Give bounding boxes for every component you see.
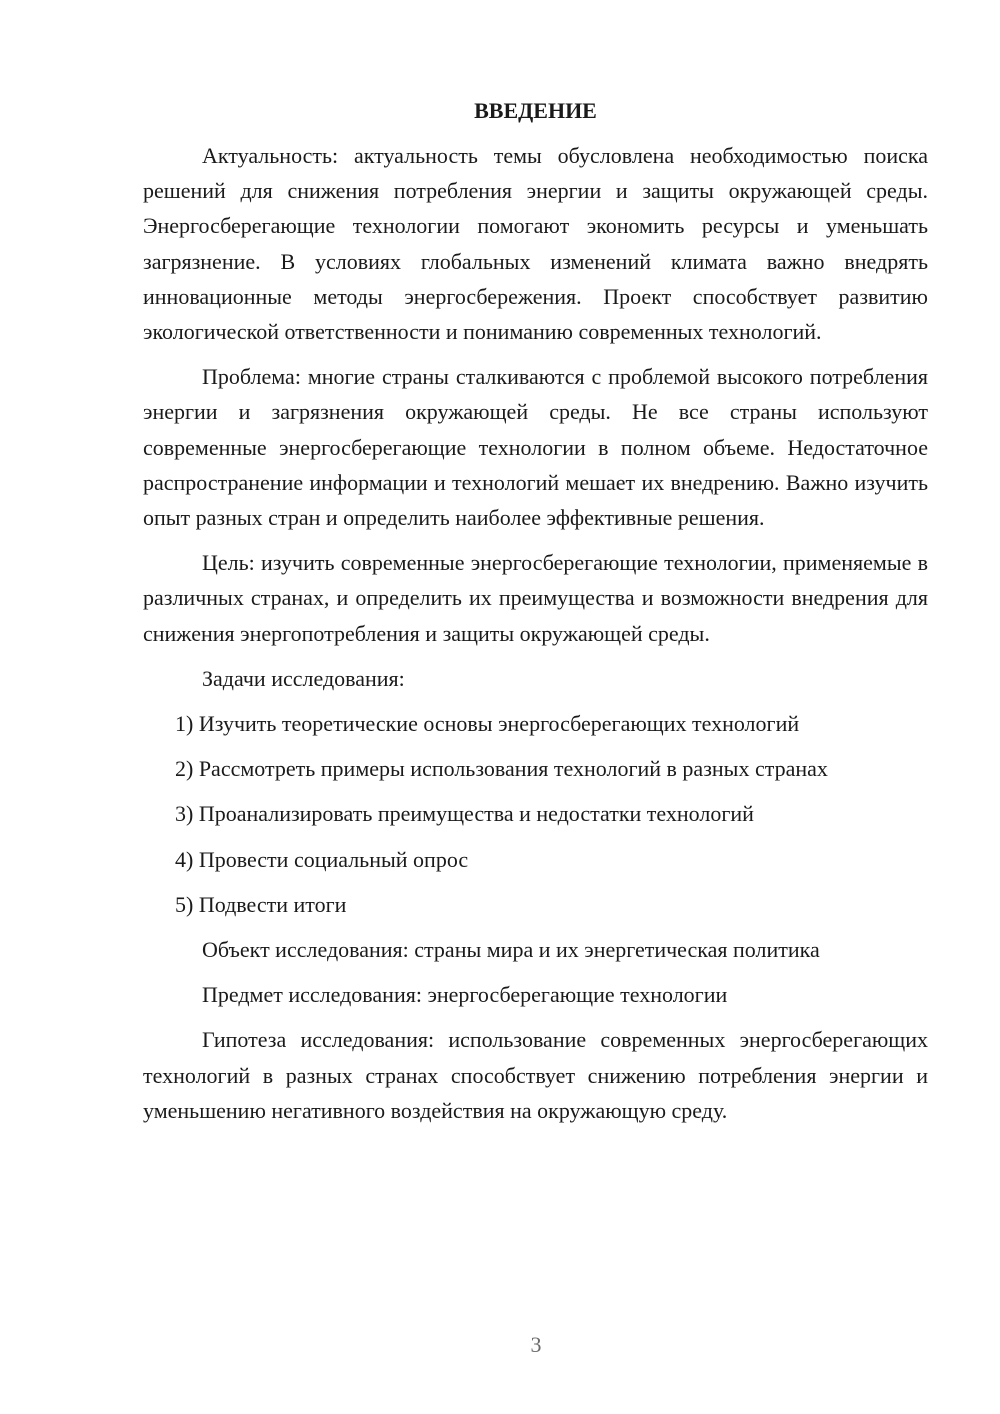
tasks-list	[143, 706, 928, 922]
paragraph-problem: Проблема: многие страны сталкиваются с проблемой высокого потребления энергии и загрязнения окружающей среды. Не все страны используют современные энергосберегающие технологии в полном объеме. Недостаточное распространение информации и технологий мешает их внедрению. Важно изучить опыт разных стран и определить наиболее эффективные решения.	[143, 364, 928, 531]
document-page	[143, 88, 928, 1128]
list-item: 5) Подвести итоги	[175, 891, 347, 917]
tasks-heading: Задачи исследования:	[202, 665, 405, 691]
page-number: 3	[530, 1332, 542, 1357]
research-subject: Предмет исследования: энергосберегающие технологии	[202, 982, 728, 1008]
paragraph-relevance: Актуальность: актуальность темы обусловлена необходимостью поиска решений для снижения потребления энергии и защиты окружающей среды. Энергосберегающие технологии помогают экономить ресурсы и уменьшать загрязнение. В условиях глобальных изменений климата важно внедрять инновационные методы энергосбережения. Проект способствует развитию экологической ответственности и пониманию современных технологий.	[143, 143, 928, 345]
paragraph-goal: Цель: изучить современные энергосберегающие технологии, применяемые в различных странах, и определить их преимущества и возможности внедрения для снижения энергопотребления и защиты окружающей среды.	[143, 550, 928, 646]
list-item: 1) Изучить теоретические основы энергосберегающих технологий	[175, 711, 800, 737]
research-hypothesis: Гипотеза исследования: использование современных энергосберегающих технологий в разных странах способствует снижению потребления энергии и уменьшению негативного воздействия на окружающую среду.	[143, 1027, 928, 1123]
list-item: 3) Проанализировать преимущества и недостатки технологий	[175, 801, 754, 827]
page-title: ВВЕДЕНИЕ	[474, 98, 597, 123]
research-object: Объект исследования: страны мира и их энергетическая политика	[202, 937, 820, 963]
list-item: 4) Провести социальный опрос	[175, 846, 469, 872]
list-item: 2) Рассмотреть примеры использования технологий в разных странах	[175, 756, 828, 782]
